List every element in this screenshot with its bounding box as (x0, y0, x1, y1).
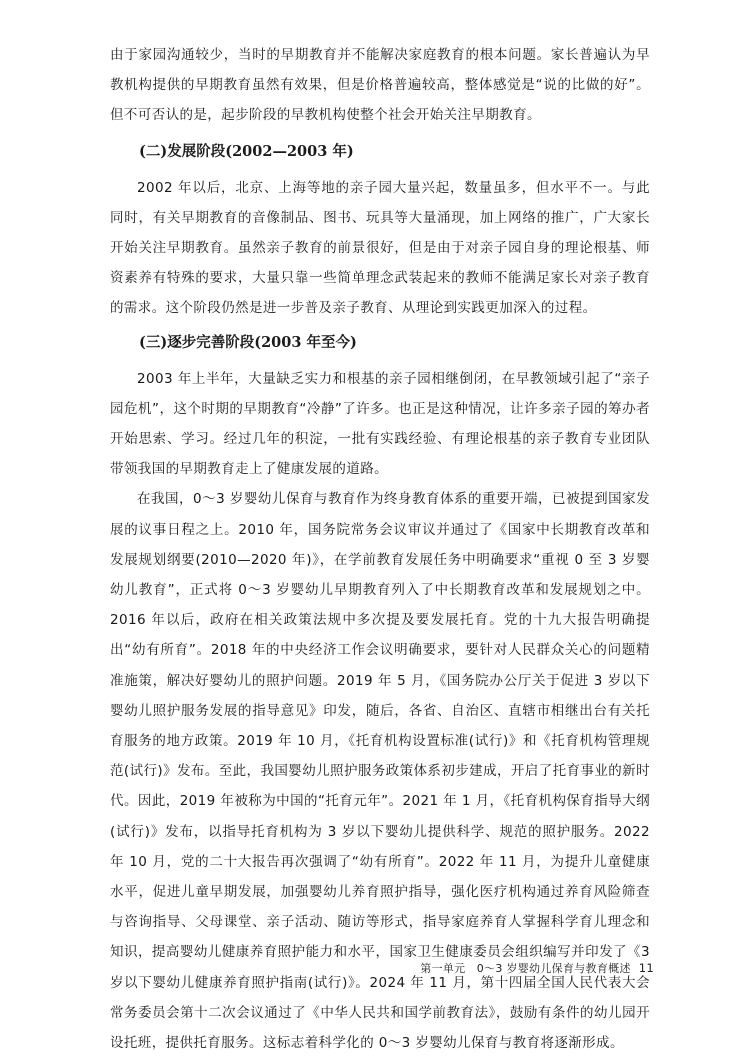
page-body (110, 40, 650, 1058)
section-3-paragraph-2: 在我国，0～3 岁婴幼儿保育与教育作为终身教育体系的重要开端，已被提到国家发展的议事日程之上。2010 年，国务院常务会议审议并通过了《国家中长期教育改革和发展规划纲要(2010—2020 年)》，在学前教育发展任务中明确要求“重视 0 至 3 岁婴幼儿教育”，正式将 0～3 岁婴幼儿早期教育列入了中长期教育改革和发展规划之中。2016 年以后，政府在相关政策法规中多次提及要发展托育。党的十九大报告明确提出“幼有所育”。2018 年的中央经济工作会议明确要求，要针对人民群众关心的问题精准施策，解决好婴幼儿的照护问题。2019 年 5 月，《国务院办公厅关于促进 3 岁以下婴幼儿照护服务发展的指导意见》印发，随后，各省、自治区、直辖市相继出台有关托育服务的地方政策。2019 年 10 月，《托育机构设置标准(试行)》和《托育机构管理规范(试行)》发布。至此，我国婴幼儿照护服务政策体系初步建成，开启了托育事业的新时代。因此，2019 年被称为中国的“托育元年”。2021 年 1 月，《托育机构保育指导大纲(试行)》发布，以指导托育机构为 3 岁以下婴幼儿提供科学、规范的照护服务。2022 年 10 月，党的二十大报告再次强调了“幼有所育”。2022 年 11 月，为提升儿童健康水平，促进儿童早期发展，加强婴幼儿养育照护指导，强化医疗机构通过养育风险筛查与咨询指导、父母课堂、亲子活动、随访等形式，指导家庭养育人掌握科学育儿理念和知识，提高婴幼儿健康养育照护能力和水平，国家卫生健康委员会组织编写并印发了《3 岁以下婴幼儿健康养育照护指南(试行)》。2024 年 11 月，第十四届全国人民代表大会常务委员会第十二次会议通过了《中华人民共和国学前教育法》，鼓励有条件的幼儿园开设托班，提供托育服务。这标志着科学化的 0～3 岁婴幼儿保育与教育将逐渐形成。 (110, 491, 650, 1052)
section-3-paragraph-1: 2003 年上半年，大量缺乏实力和根基的亲子园相继倒闭，在早教领域引起了“亲子园危机”，这个时期的早期教育“冷静”了许多。也正是这种情况，让许多亲子园的筹办者开始思索、学习。经过几年的积淀，一批有实践经验、有理论根基的亲子教育专业团队带领我国的早期教育走上了健康发展的道路。 (110, 370, 650, 478)
section-2-heading: (二)发展阶段(2002—2003 年) (139, 142, 354, 160)
running-title: 第一单元 0～3 岁婴幼儿保育与教育概述 (420, 962, 631, 975)
section-2-paragraph: 2002 年以后，北京、上海等地的亲子园大量兴起，数量虽多，但水平不一。与此同时，有关早期教育的音像制品、图书、玩具等大量涌现，加上网络的推广，广大家长开始关注早期教育。虽然亲子教育的前景很好，但是由于对亲子园自身的理论根基、师资素养有特殊的要求，大量只靠一些简单理念武装起来的教师不能满足家长对亲子教育的需求。这个阶段仍然是进一步普及亲子教育、从理论到实践更加深入的过程。 (110, 179, 650, 317)
page-number: 11 (638, 961, 654, 975)
page-footer (420, 960, 654, 976)
intro-paragraph: 由于家园沟通较少，当时的早期教育并不能解决家庭教育的根本问题。家长普遍认为早教机构提供的早期教育虽然有效果，但是价格普遍较高，整体感觉是“说的比做的好”。但不可否认的是，起步阶段的早教机构使整个社会开始关注早期教育。 (110, 47, 650, 124)
section-3-heading: (三)逐步完善阶段(2003 年至今) (139, 333, 357, 351)
